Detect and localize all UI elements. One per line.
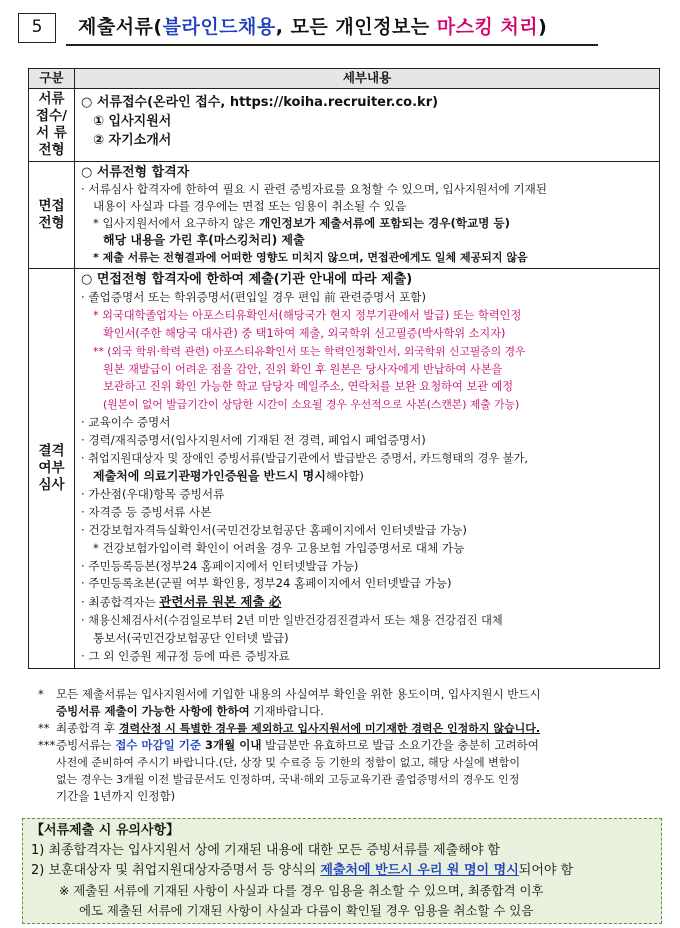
caution-3: ※ 제출된 서류에 기재된 사항이 사실과 다를 경우 임용을 취소할 수 있으며, 최종합격 이후 — [59, 883, 544, 898]
submission-cautions-box — [22, 818, 662, 924]
footnote-1: * 모든 제출서류는 입사지원서에 기입한 내용의 사실여부 확인을 위한 용도이며, 입사지원시 반드시 증빙서류 제출이 가능한 사항에 한하여 기재바랍니다. — [38, 687, 541, 718]
category-interview: 면접 전형 — [29, 162, 75, 269]
content-disqualification-review: ○ 면접전형 합격자에 한하여 제출(기관 안내에 따라 제출) · 졸업증명서 또는 학위증명서(편입일 경우 편입 前 관련증명서 포함) * 외국대학졸업자는 아포스티유확인서(해당국가 현지 정부기관에서 발급) 또는 학력인정 확인서(주한 해당국 대사관) 중 택1하여 제출, 외국학위 신고필증(박사학위 소지자) ** (외국 학위·학력 관련) 아포스티유확인서 또는 학력인정확인서, 외국학위 신고필증의 경우 원본 재발급이 어려운 점을 감안, 진위 확인 후 원본은 당사자에게 반납하여 사본을 보관하고 진위 확인 가능한 학교 담당자 메일주소, 연락처를 보완 요청하여 보관 예정 (원본이 없어 발급기간이 상당한 시간이 소요될 경우 우선적으로 사본(스캔본) 제출 가능) · 교육이수 증명서 · 경력/재직증명서(입사지원서에 기재된 전 경력, 폐업시 폐업증명서) · 취업지원대상자 및 장애인 증빙서류(발급기관에서 발급받은 증명서, 카드형태의 경우 불가, 제출처에 의료기관평가인증원을 반드시 명시해야함) · 가산점(우대)항목 증빙서류 · 자격증 등 증빙서류 사본 · 건강보험자격득실확인서(국민건강보험공단 홈페이지에서 인터넷발급 가능) * 건강보험가입이력 확인이 어려울 경우 고용보험 가입증명서로 대체 가능 · 주민등록등본(정부24 홈페이지에서 인터넷발급 가능) · 주민등록초본(군필 여부 확인용, 정부24 홈페이지에서 인터넷발급 가능) · 최종합격자는 관련서류 원본 제출 必 · 채용신체검사서(수검일로부터 2년 미만 일반건강검진결과서 또는 채용 건강검진 대체 통보서(국민건강보험공단 인터넷 발급) · 그 외 인증원 제규정 등에 따른 증빙자료 — [75, 269, 660, 669]
section-number: 5 — [18, 13, 56, 43]
content-interview: ○ 서류전형 합격자 · 서류심사 합격자에 한하여 필요 시 관련 증빙자료를 요청할 수 있으며, 입사지원서에 기재된 내용이 사실과 다를 경우에는 면접 또는 임용이 취소될 수 있음 * 입사지원서에서 요구하지 않은 개인정보가 제출서류에 포함되는 경우(학교명 등) 해당 내용을 가린 후(마스킹처리) 제출 * 제출 서류는 전형결과에 어떠한 영향도 미치지 않으며, 면접관에게도 일체 제공되지 않음 — [75, 162, 660, 269]
row-disqualification-review — [29, 269, 660, 669]
self-introduction-item: ② 자기소개서 — [93, 133, 172, 148]
section-title: 제출서류(블라인드채용, 모든 개인정보는 마스킹 처리) — [78, 16, 548, 38]
application-line: ○ 서류접수(온라인 접수, https://koiha.recruiter.co.kr) — [81, 95, 439, 110]
row-document-screening — [29, 89, 660, 162]
row-interview — [29, 162, 660, 269]
footnotes — [38, 686, 664, 805]
footnote-3: *** 증빙서류는 접수 마감일 기준 3개월 이내 발급분만 유효하므로 발급 소요기간을 충분히 고려하여 사전에 준비하여 주시기 바랍니다.(단, 상장 및 수료증 등 기한의 정함이 없고, 해당 사실에 변함이 없는 경우는 3개월 이전 발급문서도 인정하며, 국내·해외 고등교육기관 졸업증명서의 경우도 인정 기간을 1년까지 인정함) — [38, 738, 539, 803]
documents-table — [28, 68, 660, 669]
col-category-header: 구분 — [29, 69, 75, 89]
section-header — [18, 10, 598, 44]
col-content-header: 세부내용 — [75, 69, 660, 89]
category-document-screening: 서류 접수/ 서 류 전형 — [29, 89, 75, 162]
caution-2: 2) 보훈대상자 및 취업지원대상자증명서 등 양식의 제출처에 반드시 우리 원 명이 명시되어야 함 — [31, 863, 574, 878]
footnote-2: ** 최종합격 후 경력산정 시 특별한 경우를 제외하고 입사지원서에 미기재한 경력은 인정하지 않습니다. — [38, 721, 541, 735]
application-form-item: ① 입사지원서 — [93, 114, 172, 129]
cautions-title: 【서류제출 시 유의사항】 — [31, 823, 180, 838]
table-header-row — [29, 69, 660, 89]
category-disqualification-review: 결격 여부 심사 — [29, 269, 75, 669]
title-underline — [66, 44, 598, 46]
caution-1: 1) 최종합격자는 입사지원서 상에 기재된 내용에 대한 모든 증빙서류를 제출해야 함 — [31, 843, 501, 858]
caution-4: 에도 제출된 서류에 기재된 사항이 사실과 다름이 확인될 경우 임용을 취소할 수 있음 — [79, 903, 534, 918]
content-document-screening — [75, 89, 660, 162]
